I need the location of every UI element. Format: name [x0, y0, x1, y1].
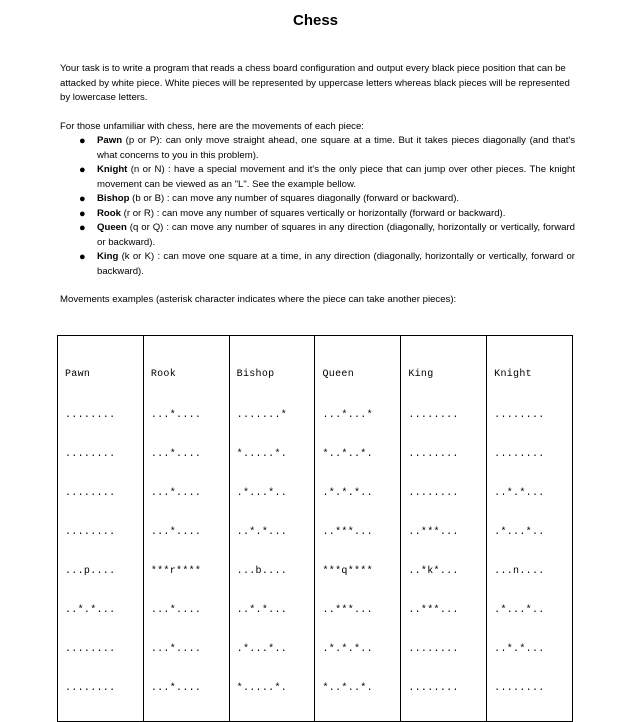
board-row: ...*.... [150, 644, 202, 655]
board-row: ........ [65, 488, 116, 499]
board-king [401, 336, 487, 722]
piece-keys: (q or Q) [126, 222, 164, 233]
board-row: ...*.... [150, 527, 202, 538]
piece-name: Queen [97, 222, 127, 233]
list-item-bishop [60, 192, 575, 207]
board-row: ..*k*... [408, 566, 459, 577]
board-row: .*...*.. [236, 488, 288, 499]
board-rook [143, 336, 229, 722]
board-row: ..***... [408, 605, 459, 616]
list-item-pawn [60, 134, 575, 163]
board-row: ........ [494, 410, 545, 421]
bullet-icon: ● [79, 222, 86, 234]
board-row: ..***... [408, 527, 459, 538]
board-row: ........ [408, 449, 459, 460]
board-row: ..***... [322, 527, 373, 538]
board-row: ........ [494, 683, 545, 694]
piece-name: Bishop [97, 193, 130, 204]
board-row: ...*.... [150, 683, 202, 694]
piece-description: : can move any number of squares in any direction (diagonally, horizontally or vertically, forward or backward). [97, 222, 575, 248]
page-title: Chess [292, 12, 339, 29]
board-row: *.....*. [236, 449, 288, 460]
piece-keys: (r or R) [120, 207, 155, 219]
board-knight [487, 336, 573, 722]
board-row: ........ [65, 644, 116, 655]
board-row: ........ [65, 683, 116, 694]
board-row: .*...*.. [494, 605, 545, 616]
board-row: .*.*.*.. [322, 488, 373, 499]
unfamiliar-paragraph: For those unfamiliar with chess, here are the movements of each piece: [60, 121, 364, 132]
board-row: ...p.... [65, 566, 116, 577]
board-row: *..*..*. [322, 683, 373, 694]
board-row: .......* [236, 410, 288, 421]
board-bishop [229, 336, 315, 722]
movement-list [60, 134, 575, 279]
bullet-icon: ● [79, 135, 86, 147]
piece-name: Pawn [97, 135, 123, 146]
board-label: Pawn [65, 369, 91, 380]
board-row: ........ [408, 644, 459, 655]
board-row: ...*...* [322, 410, 373, 421]
piece-description: : can only move straight ahead, one square at a time. But it takes pieces diagonally (and that's what concerns to you in this problem). [97, 135, 575, 161]
board-row: .*...*.. [236, 644, 288, 655]
board-row: ..*.*... [65, 605, 116, 616]
piece-name: Knight [97, 164, 128, 175]
bullet-icon: ● [79, 193, 86, 205]
board-row: ..*.*... [236, 527, 288, 538]
board-row: ........ [494, 449, 545, 460]
board-row: ..*.*... [494, 644, 545, 655]
piece-description: : can move one square at a time, in any direction (diagonally, horizontally or vertically, forward or backward). [97, 251, 575, 277]
board-label: Knight [494, 369, 532, 380]
board-row: ........ [65, 449, 116, 460]
board-label: King [408, 369, 434, 380]
board-row: ........ [65, 410, 116, 421]
board-row: ..***... [322, 605, 373, 616]
board-row: ...*.... [150, 449, 202, 460]
board-queen [315, 336, 401, 722]
board-row: *..*..*. [322, 449, 373, 460]
board-label: Rook [150, 369, 177, 380]
list-item-queen [60, 221, 575, 250]
board-row: ***q**** [322, 566, 373, 577]
examples-table [57, 335, 573, 722]
piece-name: King [97, 251, 119, 262]
board-label: Bishop [236, 369, 275, 380]
board-row: .*...*.. [494, 527, 545, 538]
piece-keys: (b or B) [129, 193, 165, 204]
examples-row [58, 336, 573, 722]
intro-paragraph: Your task is to write a program that reads a chess board configuration and output every black piece position that can be attacked by white piece. White pieces will be represented by uppercase letters whereas black pieces will be represented by lowercase letters. [60, 63, 570, 103]
list-item-knight [60, 163, 575, 192]
piece-description: : have a special movement and it's the only piece that can jump over other pieces. The knight movement can be viewed as an "L". See the example bellow. [97, 164, 575, 190]
piece-keys: (n or N) [127, 164, 165, 175]
board-pawn [58, 336, 144, 722]
bullet-icon: ● [79, 207, 86, 220]
piece-description: : can move any number of squares diagonally (forward or backward). [164, 193, 460, 204]
examples-caption: Movements examples (asterisk character indicates where the piece can take another pieces): [60, 294, 457, 305]
board-row: *.....*. [236, 683, 288, 694]
board-row: ...*.... [150, 488, 202, 499]
board-row: ...n.... [494, 566, 545, 577]
board-label: Queen [322, 369, 354, 380]
board-row: .*.*.*.. [322, 644, 373, 655]
board-row: ..*.*... [494, 488, 545, 499]
bullet-icon: ● [79, 251, 86, 263]
bullet-icon: ● [79, 164, 86, 176]
board-row: ........ [408, 410, 459, 421]
board-row: ...*.... [150, 410, 202, 421]
piece-description: : can move any number of squares vertically or horizontally (forward or backward). [154, 207, 506, 219]
piece-keys: (k or K) [118, 251, 155, 262]
board-row: ........ [65, 527, 116, 538]
list-item-rook [60, 207, 575, 222]
board-row: ...*.... [150, 605, 202, 616]
piece-name: Rook [97, 207, 121, 219]
board-row: ........ [408, 683, 459, 694]
board-row: ........ [408, 488, 459, 499]
piece-keys: (p or P) [122, 135, 160, 146]
board-row: ...b.... [236, 566, 288, 577]
list-item-king [60, 250, 575, 279]
board-row: ***r**** [150, 566, 202, 577]
board-row: ..*.*... [236, 605, 288, 616]
